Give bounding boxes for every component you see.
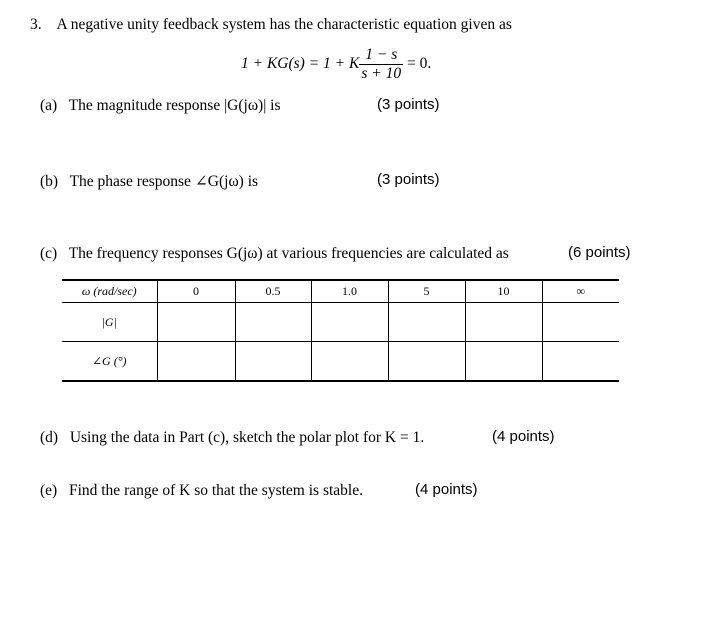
magnitude-cell[interactable] [311,303,388,342]
phase-cell[interactable] [465,342,542,382]
equation-lhs: 1 + KG(s) = 1 + K [241,55,360,73]
part-e [40,482,363,500]
part-b [40,172,258,191]
phase-cell[interactable] [542,342,619,382]
magnitude-cell[interactable] [388,303,465,342]
part-a-text: The magnitude response |G(jω)| is [68,97,281,114]
equation-rhs: = 0. [406,55,432,73]
part-d-points: (4 points) [492,428,555,445]
row-label-magnitude: |G| [62,303,157,342]
equation-denominator: s + 10 [361,65,402,82]
equation-numerator: 1 − s [359,46,403,65]
part-a-label: (a) [40,97,58,114]
freq-cell: ∞ [542,280,619,303]
part-b-text: The phase response ∠G(jω) is [69,173,259,190]
phase-cell[interactable] [235,342,311,382]
part-c-label: (c) [40,245,58,262]
part-c-text: The frequency responses G(jω) at various frequencies are calculated as [68,245,509,262]
part-b-label: (b) [40,173,59,190]
part-d-text: Using the data in Part (c), sketch the polar plot for K = 1. [69,429,425,446]
part-e-label: (e) [40,482,58,499]
part-e-points: (4 points) [415,481,478,498]
part-c [40,245,509,263]
part-c-points: (6 points) [568,244,631,261]
part-a-points: (3 points) [377,96,440,113]
phase-cell[interactable] [157,342,235,382]
frequency-response-table [62,279,619,382]
magnitude-cell[interactable] [235,303,311,342]
equation-fraction [359,46,403,83]
row-label-phase: ∠G (°) [62,342,157,382]
freq-cell: 0 [157,280,235,303]
problem-header [30,16,512,34]
table-header-row [62,280,619,303]
magnitude-cell[interactable] [542,303,619,342]
characteristic-equation [241,46,431,83]
problem-statement: A negative unity feedback system has the characteristic equation given as [56,16,512,33]
part-a [40,97,281,115]
table-row-phase [62,342,619,382]
part-b-points: (3 points) [377,171,440,188]
problem-number: 3. [30,16,42,33]
part-e-text: Find the range of K so that the system is stable. [68,482,363,499]
freq-cell: 5 [388,280,465,303]
part-d-label: (d) [40,429,59,446]
part-d [40,429,424,447]
header-omega-label: ω (rad/sec) [62,280,157,303]
phase-cell[interactable] [388,342,465,382]
table-row-magnitude [62,303,619,342]
magnitude-cell[interactable] [157,303,235,342]
freq-cell: 1.0 [311,280,388,303]
freq-cell: 0.5 [235,280,311,303]
freq-cell: 10 [465,280,542,303]
phase-cell[interactable] [311,342,388,382]
magnitude-cell[interactable] [465,303,542,342]
